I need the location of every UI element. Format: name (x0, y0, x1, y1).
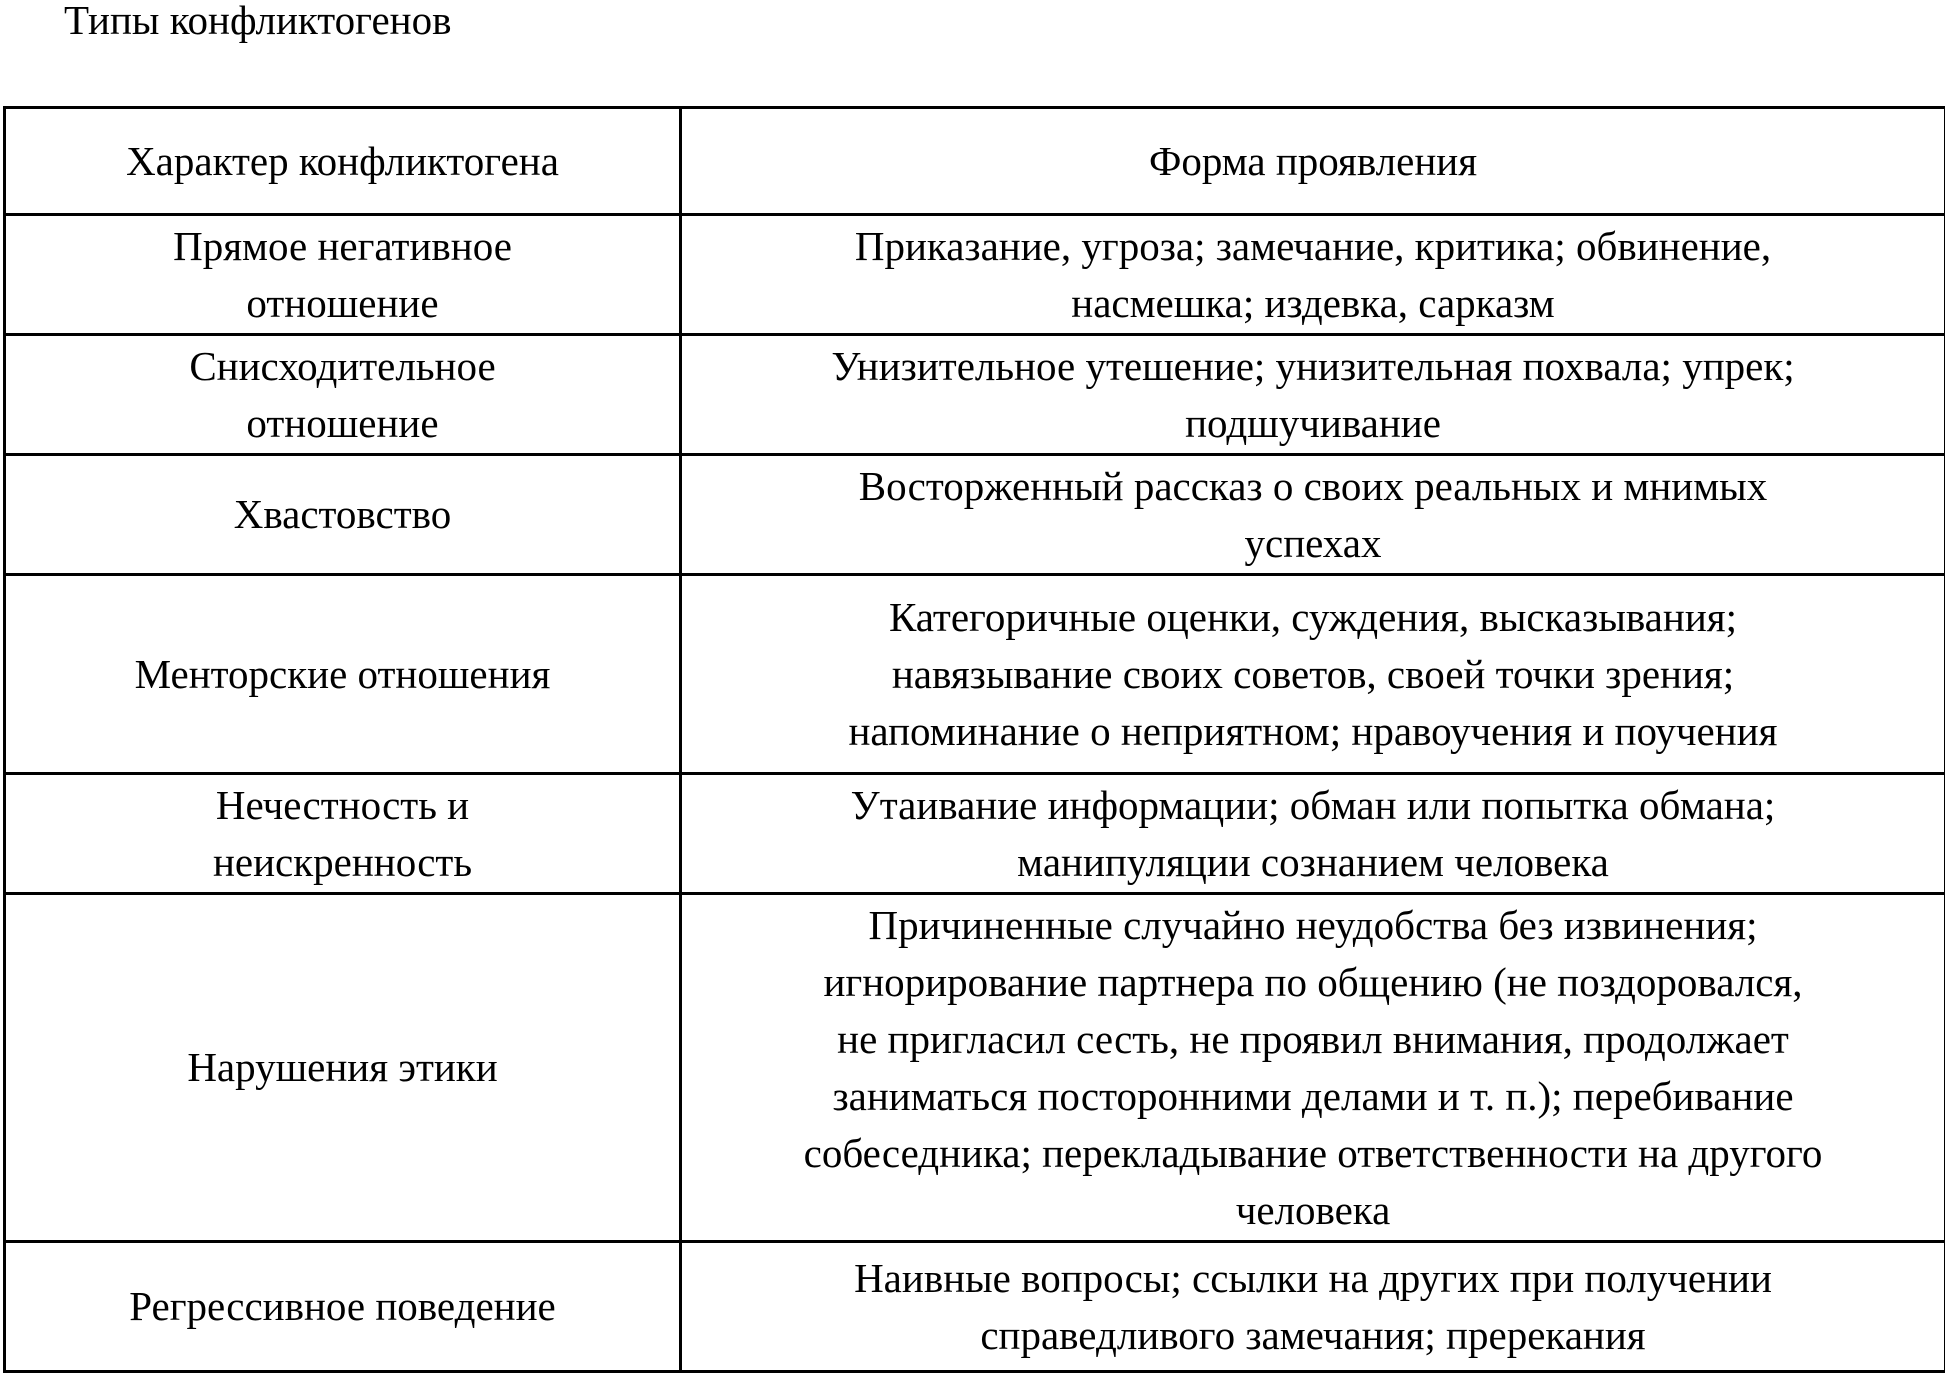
cell-character: Регрессивное поведение (5, 1242, 681, 1372)
table-row (5, 575, 1945, 774)
table-row (5, 774, 1945, 894)
table-row (5, 215, 1945, 335)
cell-form: Приказание, угроза; замечание, критика; обвинение, насмешка; издевка, сарказм (681, 215, 1945, 335)
cell-character: Хвастовство (5, 455, 681, 575)
cell-form: Унизительное утешение; унизительная похвала; упрек; подшучивание (681, 335, 1945, 455)
cell-form: Утаивание информации; обман или попытка обмана; манипуляции сознанием человека (681, 774, 1945, 894)
cell-form: Категоричные оценки, суждения, высказывания; навязывание своих советов, своей точки зрения; напоминание о неприятном; нравоучения и поучения (681, 575, 1945, 774)
table-row (5, 455, 1945, 575)
cell-form: Причиненные случайно неудобства без извинения; игнорирование партнера по общению (не поздоровался, не пригласил сесть, не проявил внимания, продолжает заниматься посторонними делами и т. п.); перебивание собеседника; перекладывание ответственности на другого человека (681, 894, 1945, 1242)
table-row (5, 1242, 1945, 1372)
header-form: Форма проявления (681, 108, 1945, 215)
cell-character: Нечестность и неискренность (5, 774, 681, 894)
table-row (5, 894, 1945, 1242)
cell-character: Нарушения этики (5, 894, 681, 1242)
table-row (5, 335, 1945, 455)
cell-form: Восторженный рассказ о своих реальных и мнимых успехах (681, 455, 1945, 575)
table-header-row (5, 108, 1945, 215)
cell-form: Наивные вопросы; ссылки на других при получении справедливого замечания; пререкания (681, 1242, 1945, 1372)
cell-character: Снисходительное отношение (5, 335, 681, 455)
conflictogen-table (3, 106, 1945, 1373)
cell-character: Менторские отношения (5, 575, 681, 774)
cell-character: Прямое негативное отношение (5, 215, 681, 335)
document-title: Типы конфликтогенов (64, 0, 452, 43)
header-character: Характер конфликтогена (5, 108, 681, 215)
